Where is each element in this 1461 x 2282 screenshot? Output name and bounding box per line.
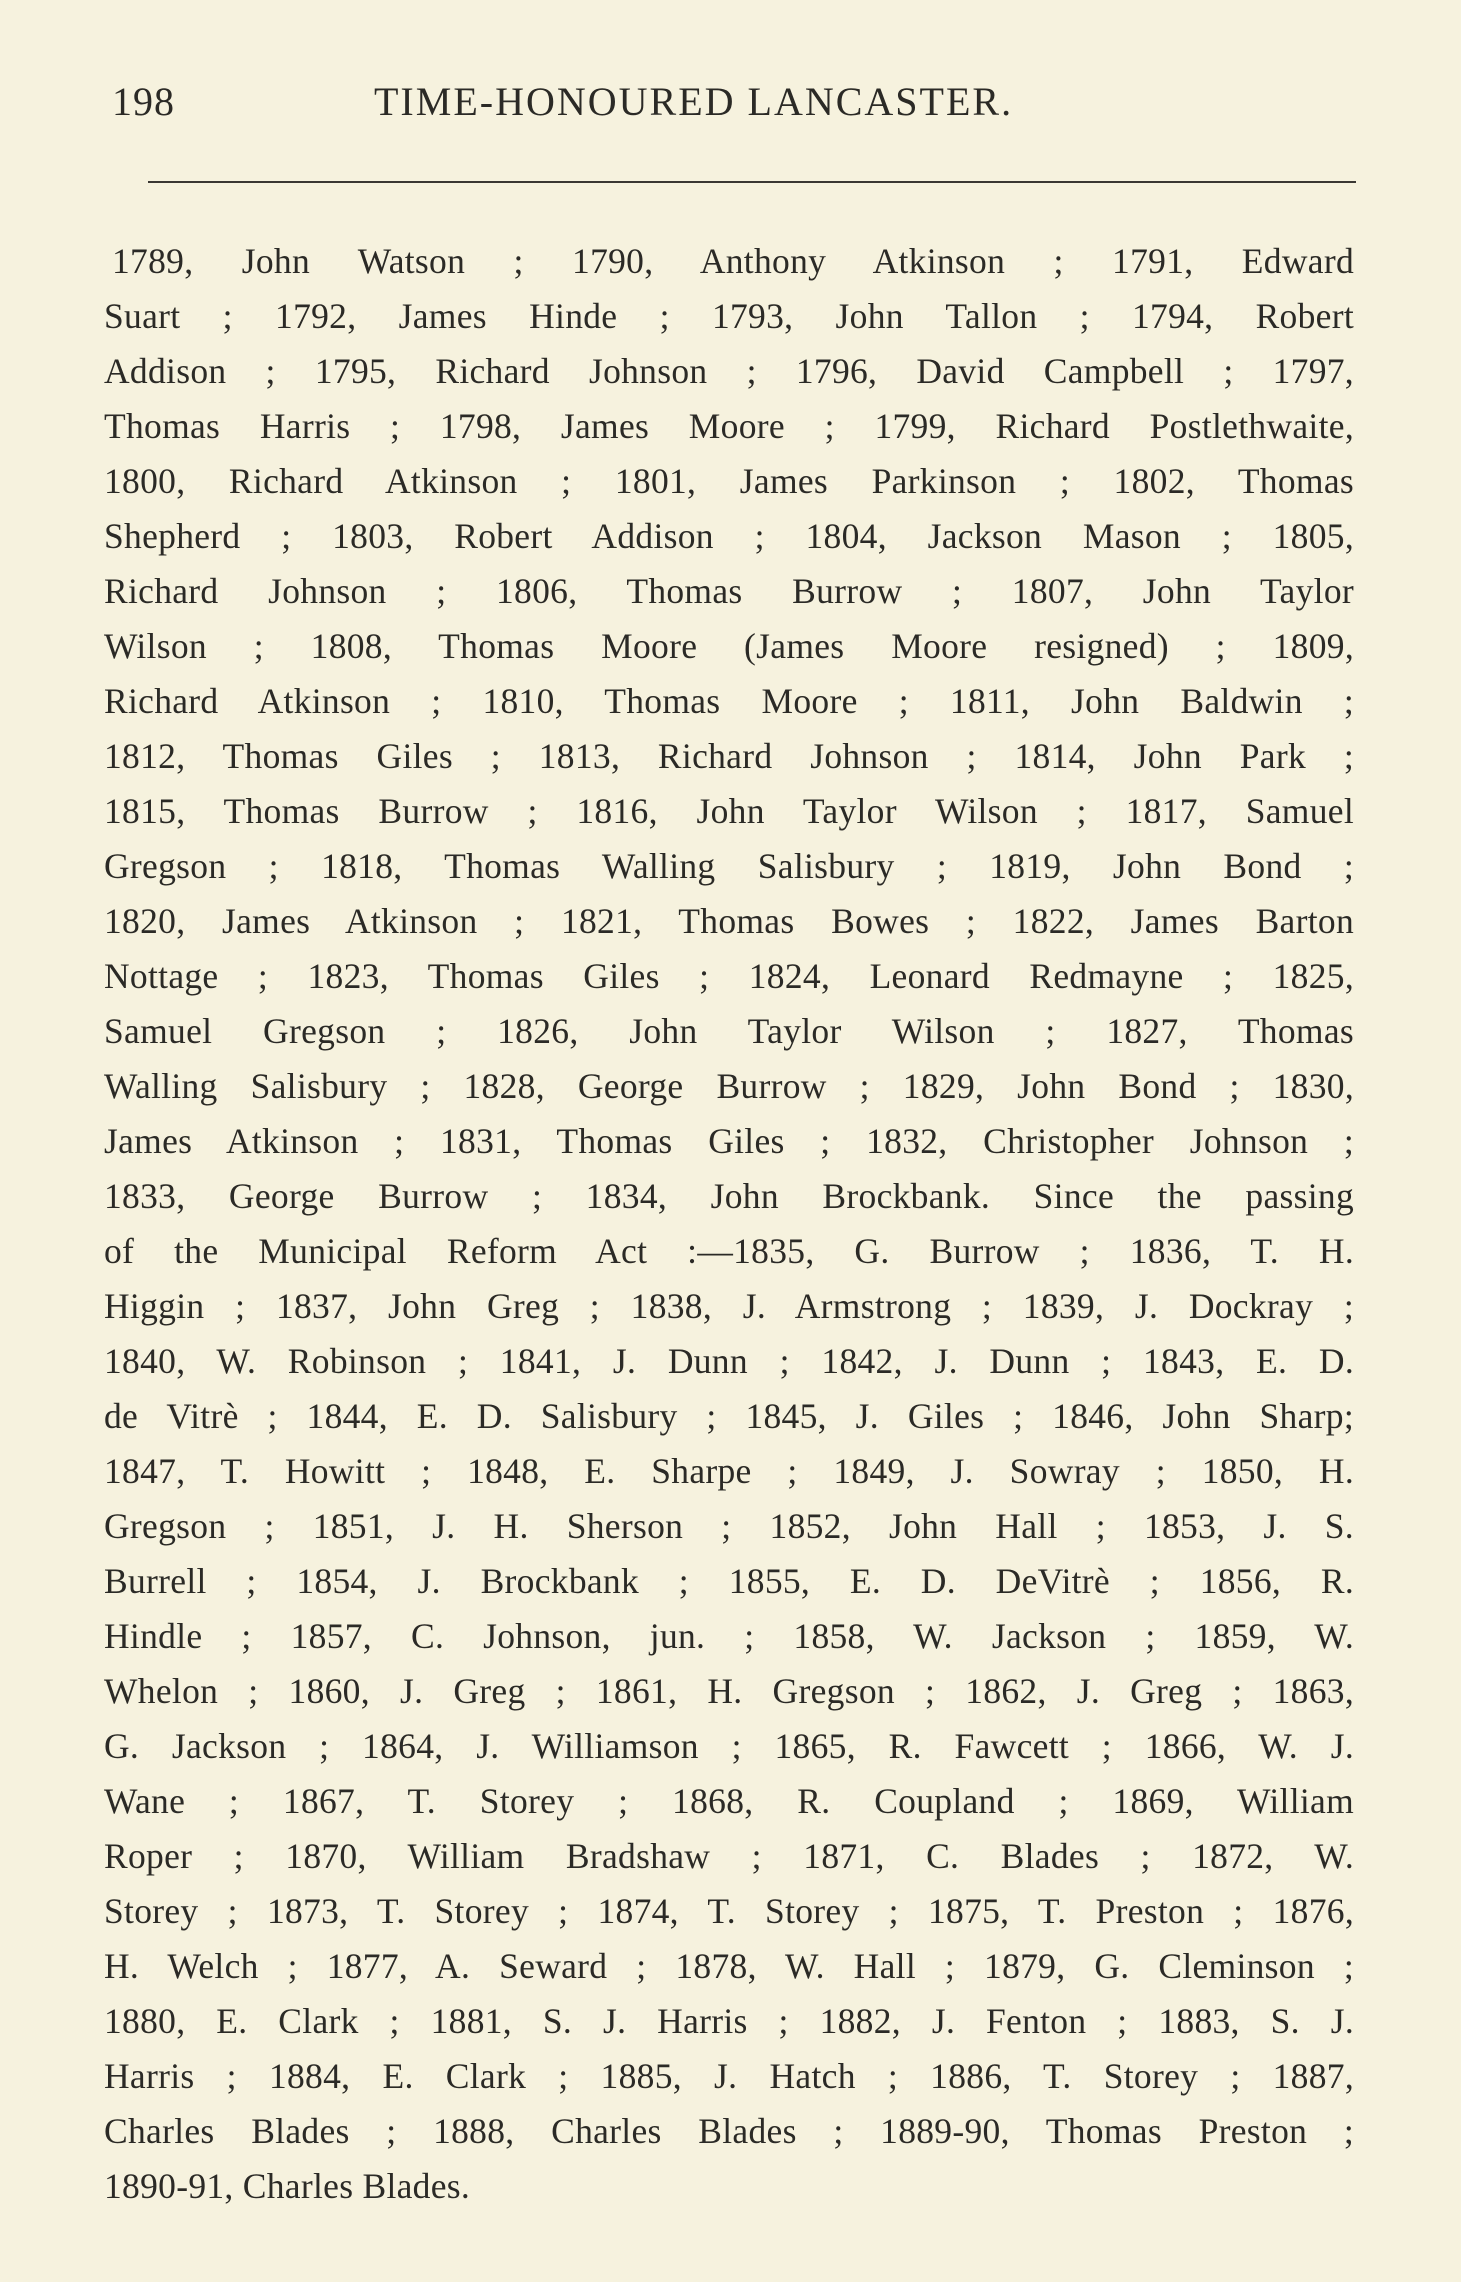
text-line: Addison ; 1795, Richard Johnson ; 1796, David Campbell ; 1797, (104, 351, 1354, 391)
text-line: Shepherd ; 1803, Robert Addison ; 1804, Jackson Mason ; 1805, (104, 516, 1354, 556)
text-line: 1789, John Watson ; 1790, Anthony Atkinson ; 1791, Edward (112, 241, 1354, 281)
text-line: Nottage ; 1823, Thomas Giles ; 1824, Leonard Redmayne ; 1825, (104, 956, 1354, 996)
text-line: H. Welch ; 1877, A. Seward ; 1878, W. Hall ; 1879, G. Cleminson ; (104, 1946, 1354, 1986)
text-line: Suart ; 1792, James Hinde ; 1793, John Tallon ; 1794, Robert (104, 296, 1354, 336)
text-line: Storey ; 1873, T. Storey ; 1874, T. Storey ; 1875, T. Preston ; 1876, (104, 1891, 1354, 1931)
text-line: Thomas Harris ; 1798, James Moore ; 1799, Richard Postlethwaite, (104, 406, 1354, 446)
header-rule (148, 181, 1356, 183)
text-line: Samuel Gregson ; 1826, John Taylor Wilson ; 1827, Thomas (104, 1011, 1354, 1051)
text-line: Wilson ; 1808, Thomas Moore (James Moore resigned) ; 1809, (104, 626, 1354, 666)
text-line: Hindle ; 1857, C. Johnson, jun. ; 1858, W. Jackson ; 1859, W. (104, 1616, 1354, 1656)
text-line: 1880, E. Clark ; 1881, S. J. Harris ; 1882, J. Fenton ; 1883, S. J. (104, 2001, 1354, 2041)
text-line: Harris ; 1884, E. Clark ; 1885, J. Hatch ; 1886, T. Storey ; 1887, (104, 2056, 1354, 2096)
text-line: Gregson ; 1818, Thomas Walling Salisbury ; 1819, John Bond ; (104, 846, 1354, 886)
text-line: Whelon ; 1860, J. Greg ; 1861, H. Gregson ; 1862, J. Greg ; 1863, (104, 1671, 1354, 1711)
page-number: 198 (112, 79, 175, 124)
running-title: TIME-HONOURED LANCASTER. (374, 79, 1014, 124)
text-line: 1812, Thomas Giles ; 1813, Richard Johnson ; 1814, John Park ; (104, 736, 1354, 776)
text-line: 1820, James Atkinson ; 1821, Thomas Bowes ; 1822, James Barton (104, 901, 1354, 941)
text-line: Walling Salisbury ; 1828, George Burrow ; 1829, John Bond ; 1830, (104, 1066, 1354, 1106)
text-line: Burrell ; 1854, J. Brockbank ; 1855, E. D. DeVitrè ; 1856, R. (104, 1561, 1354, 1601)
text-line: 1840, W. Robinson ; 1841, J. Dunn ; 1842, J. Dunn ; 1843, E. D. (104, 1341, 1354, 1381)
text-line: James Atkinson ; 1831, Thomas Giles ; 1832, Christopher Johnson ; (104, 1121, 1354, 1161)
text-line: 1847, T. Howitt ; 1848, E. Sharpe ; 1849, J. Sowray ; 1850, H. (104, 1451, 1354, 1491)
text-line: Richard Johnson ; 1806, Thomas Burrow ; 1807, John Taylor (104, 571, 1354, 611)
text-line: Wane ; 1867, T. Storey ; 1868, R. Coupland ; 1869, William (104, 1781, 1354, 1821)
text-line: 1833, George Burrow ; 1834, John Brockbank. Since the passing (104, 1176, 1354, 1216)
text-line: Charles Blades ; 1888, Charles Blades ; 1889-90, Thomas Preston ; (104, 2111, 1354, 2151)
text-line: Gregson ; 1851, J. H. Sherson ; 1852, John Hall ; 1853, J. S. (104, 1506, 1354, 1546)
body-text (104, 234, 1354, 2214)
text-line: Roper ; 1870, William Bradshaw ; 1871, C. Blades ; 1872, W. (104, 1836, 1354, 1876)
text-line: G. Jackson ; 1864, J. Williamson ; 1865, R. Fawcett ; 1866, W. J. (104, 1726, 1354, 1766)
text-line: 1800, Richard Atkinson ; 1801, James Parkinson ; 1802, Thomas (104, 461, 1354, 501)
text-line: 1815, Thomas Burrow ; 1816, John Taylor Wilson ; 1817, Samuel (104, 791, 1354, 831)
text-line: de Vitrè ; 1844, E. D. Salisbury ; 1845, J. Giles ; 1846, John Sharp; (104, 1396, 1354, 1436)
text-line: of the Municipal Reform Act :—1835, G. Burrow ; 1836, T. H. (104, 1231, 1354, 1271)
text-line: Higgin ; 1837, John Greg ; 1838, J. Armstrong ; 1839, J. Dockray ; (104, 1286, 1354, 1326)
page-header (112, 78, 1352, 138)
text-line: 1890-91, Charles Blades. (104, 2166, 471, 2206)
text-line: Richard Atkinson ; 1810, Thomas Moore ; 1811, John Baldwin ; (104, 681, 1354, 721)
